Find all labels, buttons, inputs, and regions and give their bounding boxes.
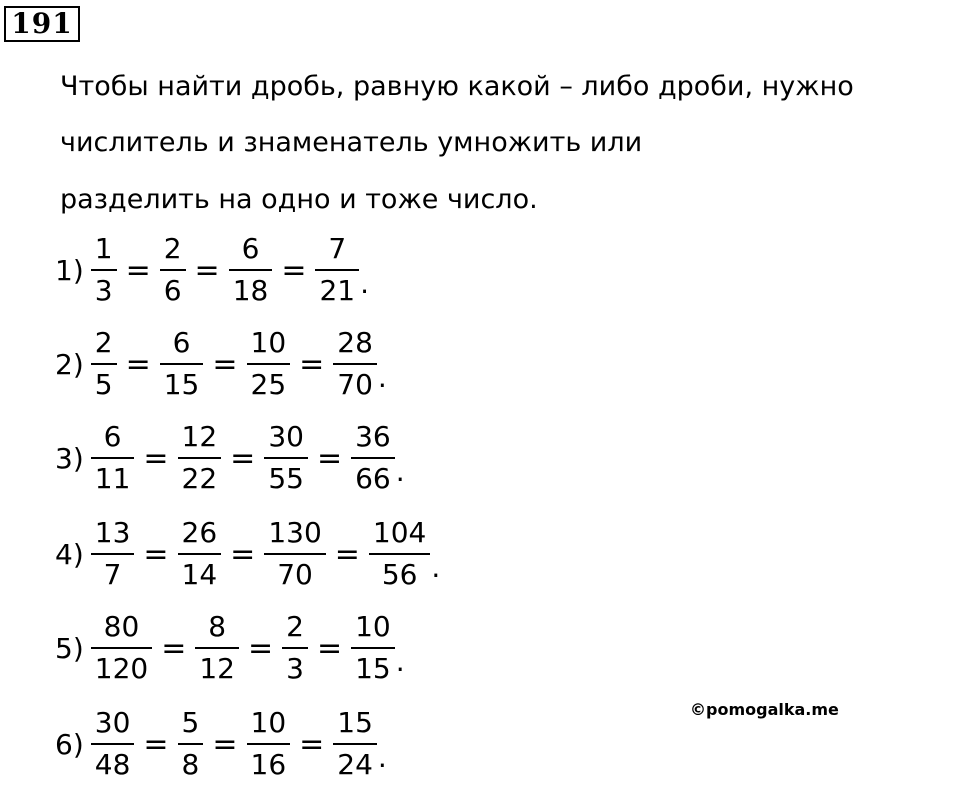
fraction-denominator: 66 — [355, 462, 391, 495]
fraction — [91, 610, 152, 686]
fraction-bar — [369, 553, 430, 555]
equation-number-label: 1) — [55, 253, 84, 287]
fraction-denominator: 7 — [103, 558, 122, 591]
fraction-bar — [264, 553, 325, 555]
fraction-bar — [229, 269, 273, 271]
fraction-numerator: 15 — [337, 706, 373, 739]
fraction — [264, 516, 325, 592]
equals-sign: = — [194, 252, 220, 288]
fraction-numerator: 28 — [337, 326, 373, 359]
fraction-bar — [91, 363, 117, 365]
equals-sign: = — [143, 726, 169, 762]
rule-text-line-3: разделить на одно и тоже число. — [60, 184, 538, 215]
fraction-numerator: 6 — [172, 326, 191, 359]
equals-sign: = — [125, 346, 151, 382]
equals-sign: = — [281, 252, 307, 288]
fraction-denominator: 48 — [94, 748, 131, 781]
equation-number-label: 4) — [55, 537, 84, 571]
fraction-denominator: 3 — [286, 652, 304, 685]
fraction-bar — [160, 363, 204, 365]
fraction-denominator: 70 — [337, 368, 373, 401]
fraction — [247, 706, 291, 782]
equation-period: . — [395, 645, 405, 678]
fraction — [91, 420, 135, 496]
fraction — [351, 610, 395, 686]
fraction-numerator: 2 — [163, 232, 182, 265]
fraction-denominator: 6 — [163, 274, 182, 307]
fraction-numerator: 8 — [208, 610, 227, 643]
fraction-denominator: 55 — [268, 462, 304, 495]
fraction — [178, 706, 204, 782]
fraction-numerator: 13 — [94, 516, 131, 549]
fraction-denominator: 24 — [337, 748, 373, 781]
equals-sign: = — [299, 346, 325, 382]
equals-sign: = — [212, 346, 238, 382]
fraction-numerator: 30 — [94, 706, 131, 739]
fraction-denominator: 22 — [181, 462, 218, 495]
fraction-bar — [247, 743, 291, 745]
equation-row — [55, 320, 387, 408]
fraction-bar — [178, 743, 204, 745]
fraction-denominator: 70 — [277, 558, 313, 591]
equation-row — [55, 226, 369, 314]
equals-sign: = — [143, 440, 169, 476]
fraction-bar — [333, 363, 377, 365]
equals-sign: = — [299, 726, 325, 762]
fraction — [91, 516, 135, 592]
fraction-numerator: 10 — [250, 326, 287, 359]
fraction — [91, 706, 135, 782]
equals-sign: = — [247, 630, 274, 666]
equals-sign: = — [316, 630, 343, 666]
fraction — [333, 706, 377, 782]
equation-number-label: 3) — [55, 441, 84, 475]
fraction-numerator: 1 — [94, 232, 113, 265]
fraction-bar — [178, 553, 222, 555]
equation-row — [55, 604, 405, 692]
fraction-bar — [247, 363, 291, 365]
equation-number-label: 6) — [55, 727, 84, 761]
equation-row — [55, 700, 387, 788]
fraction — [333, 326, 377, 402]
equation-row — [55, 510, 440, 598]
fraction-bar — [91, 743, 135, 745]
fraction-denominator: 14 — [181, 558, 218, 591]
equals-sign: = — [212, 726, 238, 762]
fraction-bar — [195, 647, 239, 649]
fraction — [351, 420, 395, 496]
equals-sign: = — [230, 536, 256, 572]
equals-sign: = — [334, 536, 360, 572]
equals-sign: = — [230, 440, 256, 476]
fraction-denominator: 16 — [250, 748, 287, 781]
equation-number-label: 5) — [55, 631, 84, 665]
fraction-bar — [282, 647, 308, 649]
fraction-denominator: 5 — [94, 368, 113, 401]
fraction-numerator: 104 — [372, 516, 427, 549]
fraction-bar — [91, 647, 152, 649]
rule-text-line-1: Чтобы найти дробь, равную какой – либо дроби, нужно — [60, 71, 854, 102]
watermark: ©pomogalka.me — [690, 700, 839, 719]
fraction-numerator: 6 — [103, 420, 122, 453]
fraction-bar — [91, 553, 135, 555]
equals-sign: = — [316, 440, 343, 476]
fraction — [264, 420, 308, 496]
fraction-numerator: 26 — [181, 516, 218, 549]
fraction — [160, 232, 186, 308]
fraction — [315, 232, 359, 308]
fraction-numerator: 80 — [103, 610, 140, 643]
fraction — [195, 610, 239, 686]
fraction-numerator: 30 — [268, 420, 304, 453]
fraction-denominator: 18 — [232, 274, 269, 307]
fraction — [91, 326, 117, 402]
equals-sign: = — [125, 252, 151, 288]
fraction-numerator: 12 — [181, 420, 218, 453]
equation-row — [55, 414, 405, 502]
fraction-bar — [178, 457, 222, 459]
fraction-denominator: 11 — [94, 462, 131, 495]
fraction-bar — [160, 269, 186, 271]
fraction — [247, 326, 291, 402]
fraction-denominator: 8 — [181, 748, 200, 781]
fraction — [178, 516, 222, 592]
fraction — [369, 516, 430, 592]
equation-period: . — [360, 267, 370, 300]
fraction-denominator: 25 — [250, 368, 287, 401]
fraction-bar — [91, 269, 117, 271]
equals-sign: = — [143, 536, 169, 572]
fraction-denominator: 3 — [94, 274, 113, 307]
fraction-denominator: 56 — [381, 558, 418, 591]
fraction-denominator: 21 — [319, 274, 356, 307]
equation-period: . — [377, 741, 387, 774]
fraction-denominator: 15 — [163, 368, 200, 401]
task-number-box: 191 — [4, 6, 80, 42]
fraction — [282, 610, 308, 686]
fraction-numerator: 130 — [268, 516, 322, 549]
fraction-numerator: 7 — [328, 232, 347, 265]
fraction-bar — [351, 457, 395, 459]
fraction-denominator: 15 — [355, 652, 391, 685]
fraction — [178, 420, 222, 496]
fraction-numerator: 6 — [241, 232, 260, 265]
fraction — [229, 232, 273, 308]
fraction-denominator: 120 — [94, 652, 149, 685]
fraction-numerator: 5 — [181, 706, 200, 739]
fraction-bar — [333, 743, 377, 745]
fraction-denominator: 12 — [199, 652, 235, 685]
fraction-numerator: 10 — [355, 610, 391, 643]
rule-text-line-2: числитель и знаменатель умножить или — [60, 127, 643, 158]
fraction-numerator: 36 — [355, 420, 391, 453]
fraction-bar — [351, 647, 395, 649]
fraction-numerator: 2 — [94, 326, 113, 359]
fraction-bar — [91, 457, 135, 459]
fraction-bar — [315, 269, 359, 271]
equation-number-label: 2) — [55, 347, 84, 381]
equation-period: . — [431, 551, 441, 584]
equals-sign: = — [161, 630, 187, 666]
fraction — [160, 326, 204, 402]
fraction-numerator: 10 — [250, 706, 287, 739]
equation-period: . — [395, 455, 405, 488]
fraction-numerator: 2 — [286, 610, 304, 643]
equation-period: . — [377, 361, 387, 394]
fraction — [91, 232, 117, 308]
fraction-bar — [264, 457, 308, 459]
